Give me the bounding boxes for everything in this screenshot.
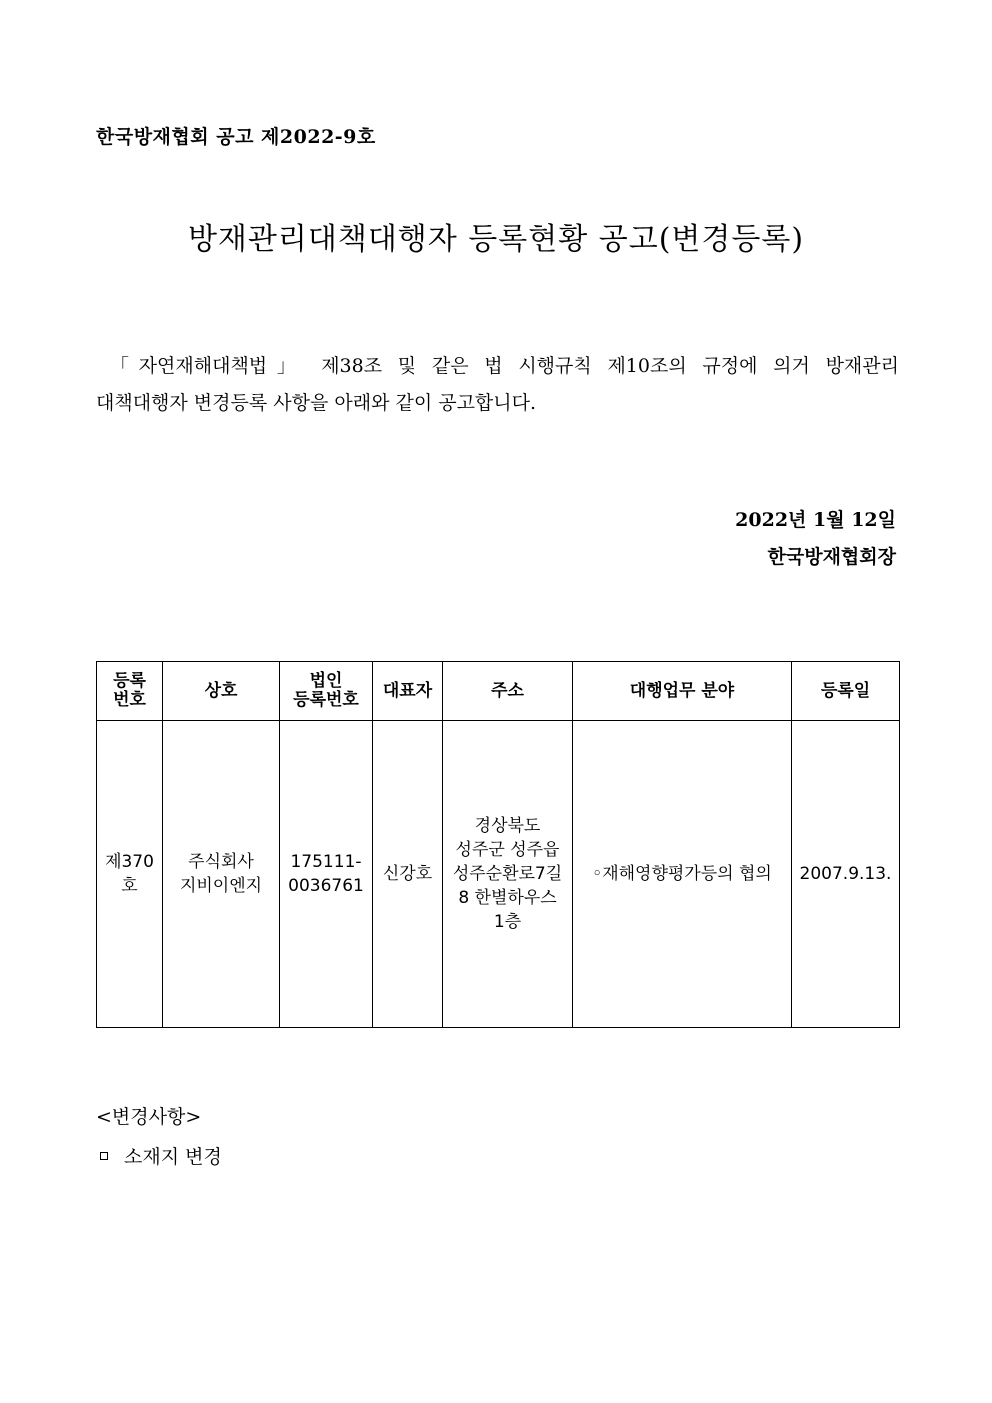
cell-address-line-4: 8 한별하우스 [458, 888, 557, 908]
cell-address [443, 721, 573, 1028]
table-row [97, 721, 900, 1028]
header-reg-date [792, 662, 900, 721]
cell-reg-date: 2007.9.13. [792, 721, 900, 1028]
cell-address-line-2: 성주군 성주읍 [455, 840, 560, 860]
notice-signer: 한국방재협회장 [767, 546, 896, 568]
notice-date: 2022년 1월 12일 [735, 509, 896, 531]
cell-address-line-1: 경상북도 [474, 816, 541, 836]
cell-business-field: ◦재해영향평가등의 협의 [573, 721, 792, 1028]
small-square-bullet-icon [100, 1152, 108, 1160]
cell-corp-reg-no-line-1: 175111- [290, 852, 362, 872]
header-corp-reg-no-line-1: 법인 [309, 671, 343, 691]
changes-item [100, 1142, 222, 1169]
cell-reg-no: 제370호 [97, 721, 163, 1028]
cell-company-line-2: 지비이엔지 [179, 876, 263, 896]
notice-body-line-1: 「자연재해대책법」 제38조 및 같은 법 시행규칙 제10조의 규정에 의거 방재관리 [110, 355, 899, 377]
notice-body [96, 348, 899, 422]
notice-body-line-2: 대책대행자 변경등록 사항을 아래와 같이 공고합니다. [96, 392, 537, 414]
cell-company [163, 721, 280, 1028]
cell-address-line-5: 1층 [493, 912, 522, 932]
header-company [163, 662, 280, 721]
cell-company-line-1: 주식회사 [188, 852, 254, 872]
header-representative-label: 대표자 [382, 680, 433, 701]
header-representative [373, 662, 443, 721]
header-company-label: 상호 [204, 680, 238, 701]
header-business-field [573, 662, 792, 721]
cell-representative: 신강호 [373, 721, 443, 1028]
cell-address-line-3: 성주순환로7길 [452, 864, 563, 884]
changes-heading: <변경사항> [96, 1106, 202, 1128]
page-title: 방재관리대책대행자 등록현황 공고(변경등록) [187, 222, 805, 257]
notice-number: 한국방재협회 공고 제2022-9호 [96, 126, 376, 148]
header-business-field-label: 대행업무 분야 [629, 680, 735, 701]
registration-table [96, 661, 900, 1028]
header-address-label: 주소 [491, 680, 524, 701]
table-header-row [97, 662, 900, 721]
cell-corp-reg-no [280, 721, 373, 1028]
header-reg-date-label: 등록일 [820, 680, 871, 701]
header-address [443, 662, 573, 721]
header-reg-no-line-2: 번호 [113, 690, 146, 710]
header-reg-no-line-1: 등록 [113, 671, 146, 691]
header-reg-no [97, 662, 163, 721]
header-corp-reg-no [280, 662, 373, 721]
cell-corp-reg-no-line-2: 0036761 [288, 876, 364, 896]
header-corp-reg-no-line-2: 등록번호 [293, 690, 359, 710]
changes-item-text: 소재지 변경 [124, 1146, 222, 1168]
